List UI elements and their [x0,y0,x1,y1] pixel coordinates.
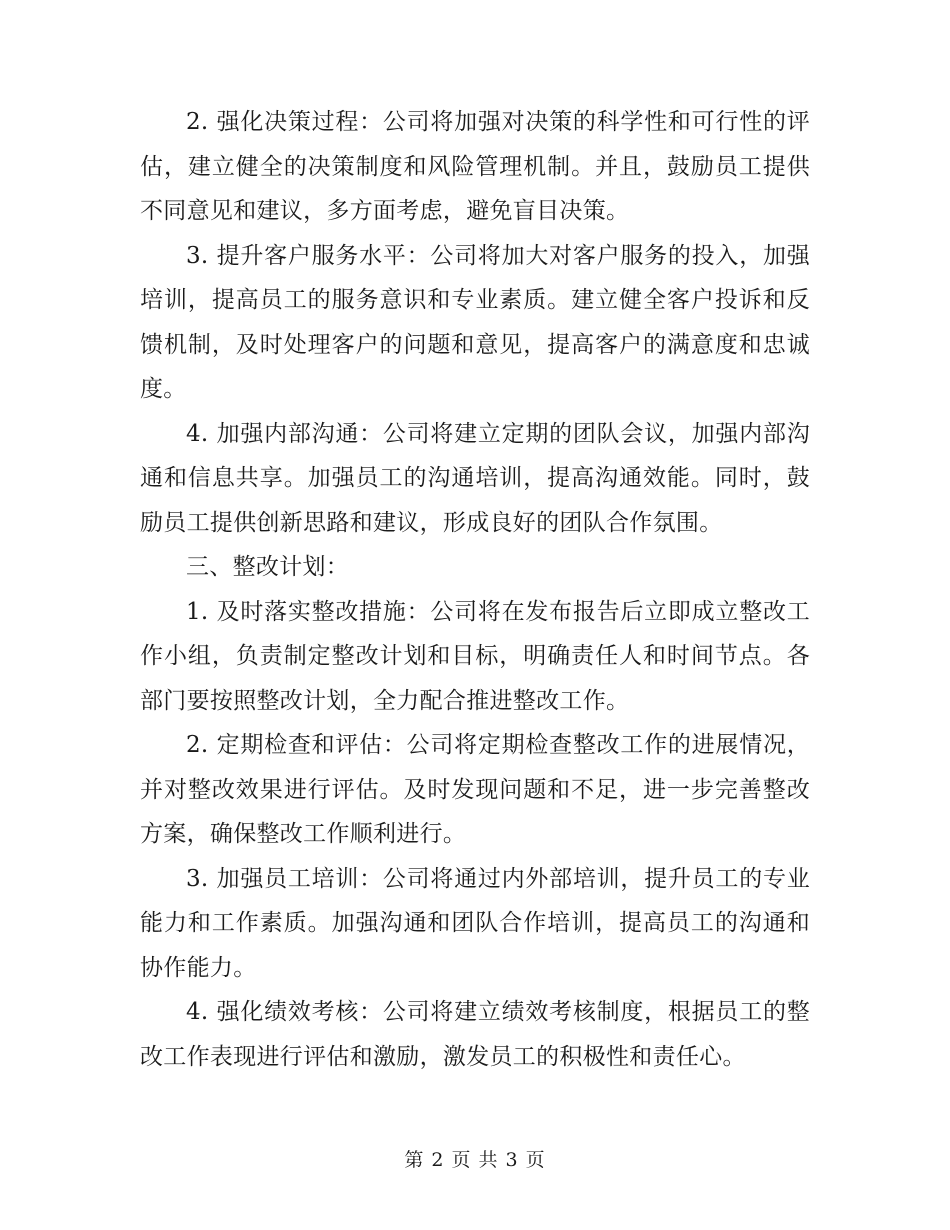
paragraph-performance-assessment: 4. 强化绩效考核：公司将建立绩效考核制度，根据员工的整改工作表现进行评估和激励，激发员工的积极性和责任心。 [140,999,810,1070]
paragraph-regular-inspection: 2. 定期检查和评估：公司将定期检查整改工作的进展情况，并对整改效果进行评估。及时发现问题和不足，进一步完善整改方案，确保整改工作顺利进行。 [140,732,810,847]
paragraph-decision-process: 2. 强化决策过程：公司将加强对决策的科学性和可行性的评估，建立健全的决策制度和风险管理机制。并且，鼓励员工提供不同意见和建议，多方面考虑，避免盲目决策。 [140,109,810,224]
paragraph-internal-communication: 4. 加强内部沟通：公司将建立定期的团队会议，加强内部沟通和信息共享。加强员工的沟通培训，提高沟通效能。同时，鼓励员工提供创新思路和建议，形成良好的团队合作氛围。 [140,420,810,536]
paragraph-implement-measures: 1. 及时落实整改措施：公司将在发布报告后立即成立整改工作小组，负责制定整改计划和目标，明确责任人和时间节点。各部门要按照整改计划，全力配合推进整改工作。 [140,598,810,714]
paragraph-customer-service: 3. 提升客户服务水平：公司将加大对客户服务的投入，加强培训，提高员工的服务意识和专业素质。建立健全客户投诉和反馈机制，及时处理客户的问题和意见，提高客户的满意度和忠诚度。 [140,242,810,402]
paragraph-staff-training: 3. 加强员工培训：公司将通过内外部培训，提升员工的专业能力和工作素质。加强沟通和团队合作培训，提高员工的沟通和协作能力。 [140,865,810,981]
section-heading-rectification-plan: 三、整改计划： [186,554,350,580]
page-number-footer: 第 2 页 共 3 页 [404,1149,546,1171]
document-body [140,100,810,1079]
